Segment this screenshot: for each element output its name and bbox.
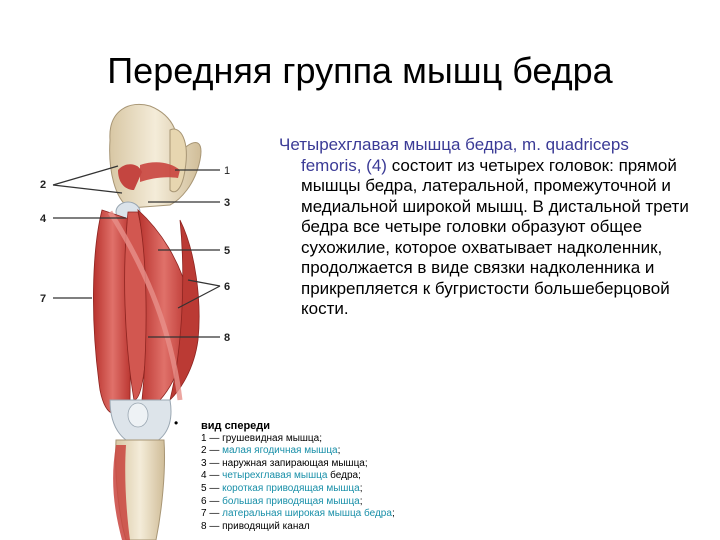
label-1: 1 [224, 165, 231, 177]
label-5: 5 [224, 245, 231, 257]
legend-row [201, 458, 480, 471]
legend-number: 6 — [201, 495, 223, 507]
legend-row [201, 470, 480, 483]
patella [128, 403, 148, 427]
legend-number: 1 — [201, 432, 223, 444]
label-2: 2 [40, 179, 47, 191]
legend-row [201, 496, 480, 509]
legend-row [201, 521, 480, 534]
description-body: состоит из четырех головок: прямой мышцы бедра, латеральной, промежуточной и медиальной широкой мышц. В дистальной трети бедра все четыре головки образуют общее сухожилие, которое охватывает надколенник, продолжается в виде связки надколенника и прикрепляется к бугристости большеберцовой кости. [301, 155, 689, 318]
description-text [279, 135, 689, 320]
legend-bullet: • [174, 416, 179, 430]
figure-legend [174, 416, 480, 533]
label-7: 7 [40, 293, 47, 305]
legend-text: бедра; [327, 470, 361, 482]
legend-link[interactable]: короткая приводящая мышца [222, 482, 360, 494]
label-6: 6 [224, 281, 231, 293]
legend-link[interactable]: малая ягодичная мышца [222, 445, 338, 457]
legend-link[interactable]: большая приводящая мышца [222, 495, 360, 507]
legend-number: 4 — [201, 470, 223, 482]
legend-row [201, 445, 480, 458]
quadriceps-term: Четырехглавая мышца бедра, m. quadriceps femoris, (4) [279, 135, 629, 175]
pelvis-bone [110, 104, 201, 208]
legend-text: приводящий канал [222, 520, 310, 532]
legend-text: грушевидная мышца; [222, 432, 322, 444]
slide-title: Передняя группа мышц бедра [107, 50, 613, 91]
label-4: 4 [40, 213, 47, 225]
legend-number: 5 — [201, 482, 223, 494]
legend-row [201, 483, 480, 496]
legend-text: ; [359, 495, 363, 507]
legend-number: 8 — [201, 520, 223, 532]
legend-text: наружная запирающая мышца; [222, 457, 368, 469]
label-3: 3 [224, 197, 231, 209]
legend-text: ; [391, 508, 395, 520]
legend-text: ; [359, 482, 363, 494]
legend-heading: вид спереди [201, 420, 271, 432]
label-8: 8 [224, 332, 231, 344]
legend-row [201, 508, 480, 521]
legend-row [201, 433, 480, 446]
legend-link[interactable]: латеральная широкая мышца бедра [222, 508, 392, 520]
legend-text: ; [337, 445, 341, 457]
legend-number: 3 — [201, 457, 223, 469]
legend-link[interactable]: четырехглавая мышца [222, 470, 328, 482]
legend-number: 7 — [201, 508, 223, 520]
legend-number: 2 — [201, 445, 223, 457]
